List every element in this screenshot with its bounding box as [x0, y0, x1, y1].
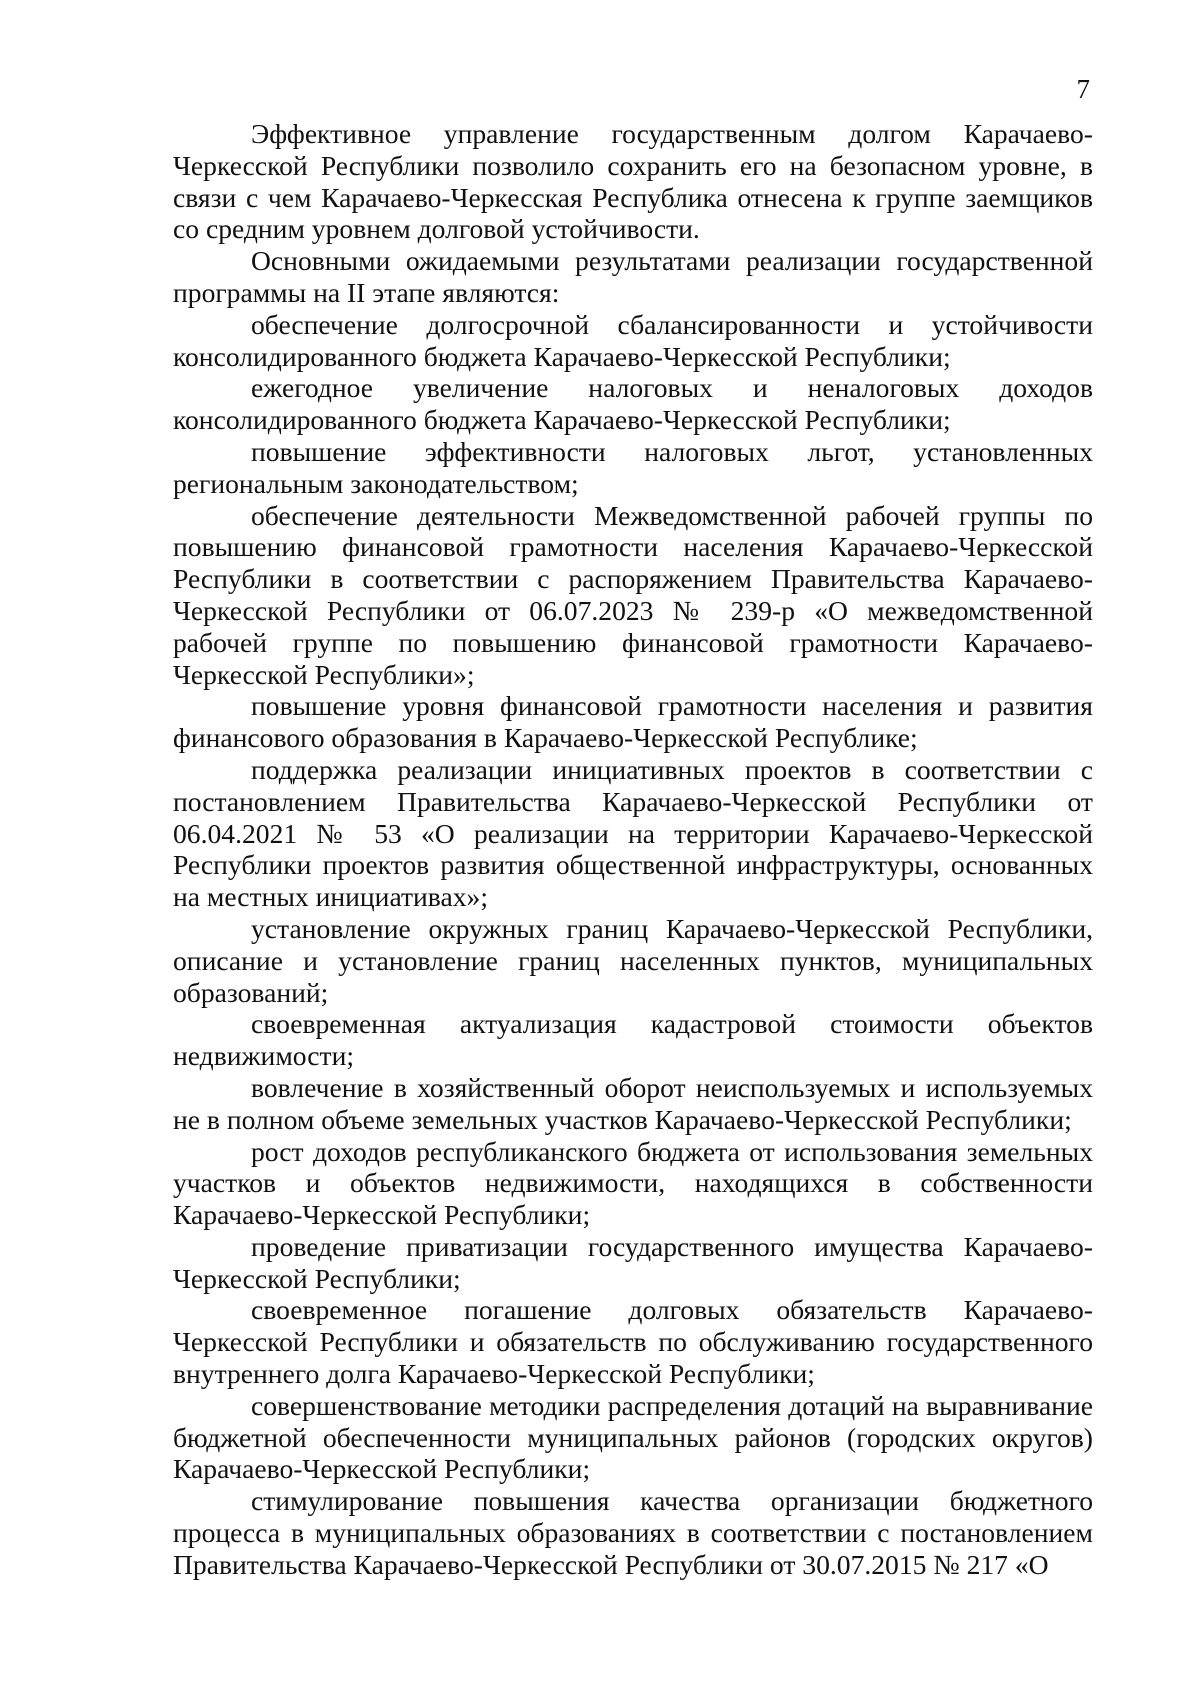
- paragraph-debt-management: Эффективное управление государственным долгом Карачаево-Черкесской Республики позволило сохранить его на безопасном уровне, в связи с чем Карачаево-Черкесская Республика отнесена к группе заемщиков со средним уровнем долговой устойчивости.: [173, 118, 1093, 245]
- list-item: вовлечение в хозяйственный оборот неиспользуемых и используемых не в полном объеме земельных участков Карачаево-Черкесской Республики;: [173, 1071, 1093, 1135]
- document-body: [173, 118, 1093, 1581]
- list-item: рост доходов республиканского бюджета от использования земельных участков и объектов недвижимости, находящихся в собственности Карачаево-Черкесской Республики;: [173, 1135, 1093, 1231]
- list-item: повышение уровня финансовой грамотности населения и развития финансового образования в Карачаево-Черкесской Республике;: [173, 690, 1093, 754]
- paragraph-expected-results-intro: Основными ожидаемыми результатами реализации государственной программы на II этапе являются:: [173, 245, 1093, 308]
- list-item: своевременная актуализация кадастровой стоимости объектов недвижимости;: [173, 1008, 1093, 1072]
- page-number: 7: [1076, 74, 1090, 104]
- list-item: повышение эффективности налоговых льгот, установленных региональным законодательством;: [173, 435, 1093, 499]
- list-item: проведение приватизации государственного имущества Карачаево-Черкесской Республики;: [173, 1230, 1093, 1294]
- list-item: совершенствование методики распределения дотаций на выравнивание бюджетной обеспеченности муниципальных районов (городских округов) Карачаево-Черкесской Республики;: [173, 1389, 1093, 1485]
- list-item: стимулирование повышения качества организации бюджетного процесса в муниципальных образованиях в соответствии с постановлением Правительства Карачаево-Черкесской Республики от 30.07.2015 № 217 «О: [173, 1485, 1093, 1580]
- list-item: установление окружных границ Карачаево-Черкесской Республики, описание и установление границ населенных пунктов, муниципальных образований;: [173, 912, 1093, 1008]
- list-item: поддержка реализации инициативных проектов в соответствии с постановлением Правительства Карачаево-Черкесской Республики от 06.04.2021 № 53 «О реализации на территории Карачаево-Черкесской Республики проектов развития общественной инфраструктуры, основанных на местных инициативах»;: [173, 753, 1093, 913]
- list-item: ежегодное увеличение налоговых и неналоговых доходов консолидированного бюджета Карачаево-Черкесской Республики;: [173, 372, 1093, 436]
- list-item: обеспечение деятельности Межведомственной рабочей группы по повышению финансовой грамотности населения Карачаево-Черкесской Республики в соответствии с распоряжением Правительства Карачаево-Черкесской Республики от 06.07.2023 № 239-р «О межведомственной рабочей группе по повышению финансовой грамотности Карачаево-Черкесской Республики»;: [173, 499, 1093, 690]
- list-item: своевременное погашение долговых обязательств Карачаево-Черкесской Республики и обязательств по обслуживанию государственного внутреннего долга Карачаево-Черкесской Республики;: [173, 1294, 1093, 1390]
- list-item: обеспечение долгосрочной сбалансированности и устойчивости консолидированного бюджета Карачаево-Черкесской Республики;: [173, 308, 1093, 372]
